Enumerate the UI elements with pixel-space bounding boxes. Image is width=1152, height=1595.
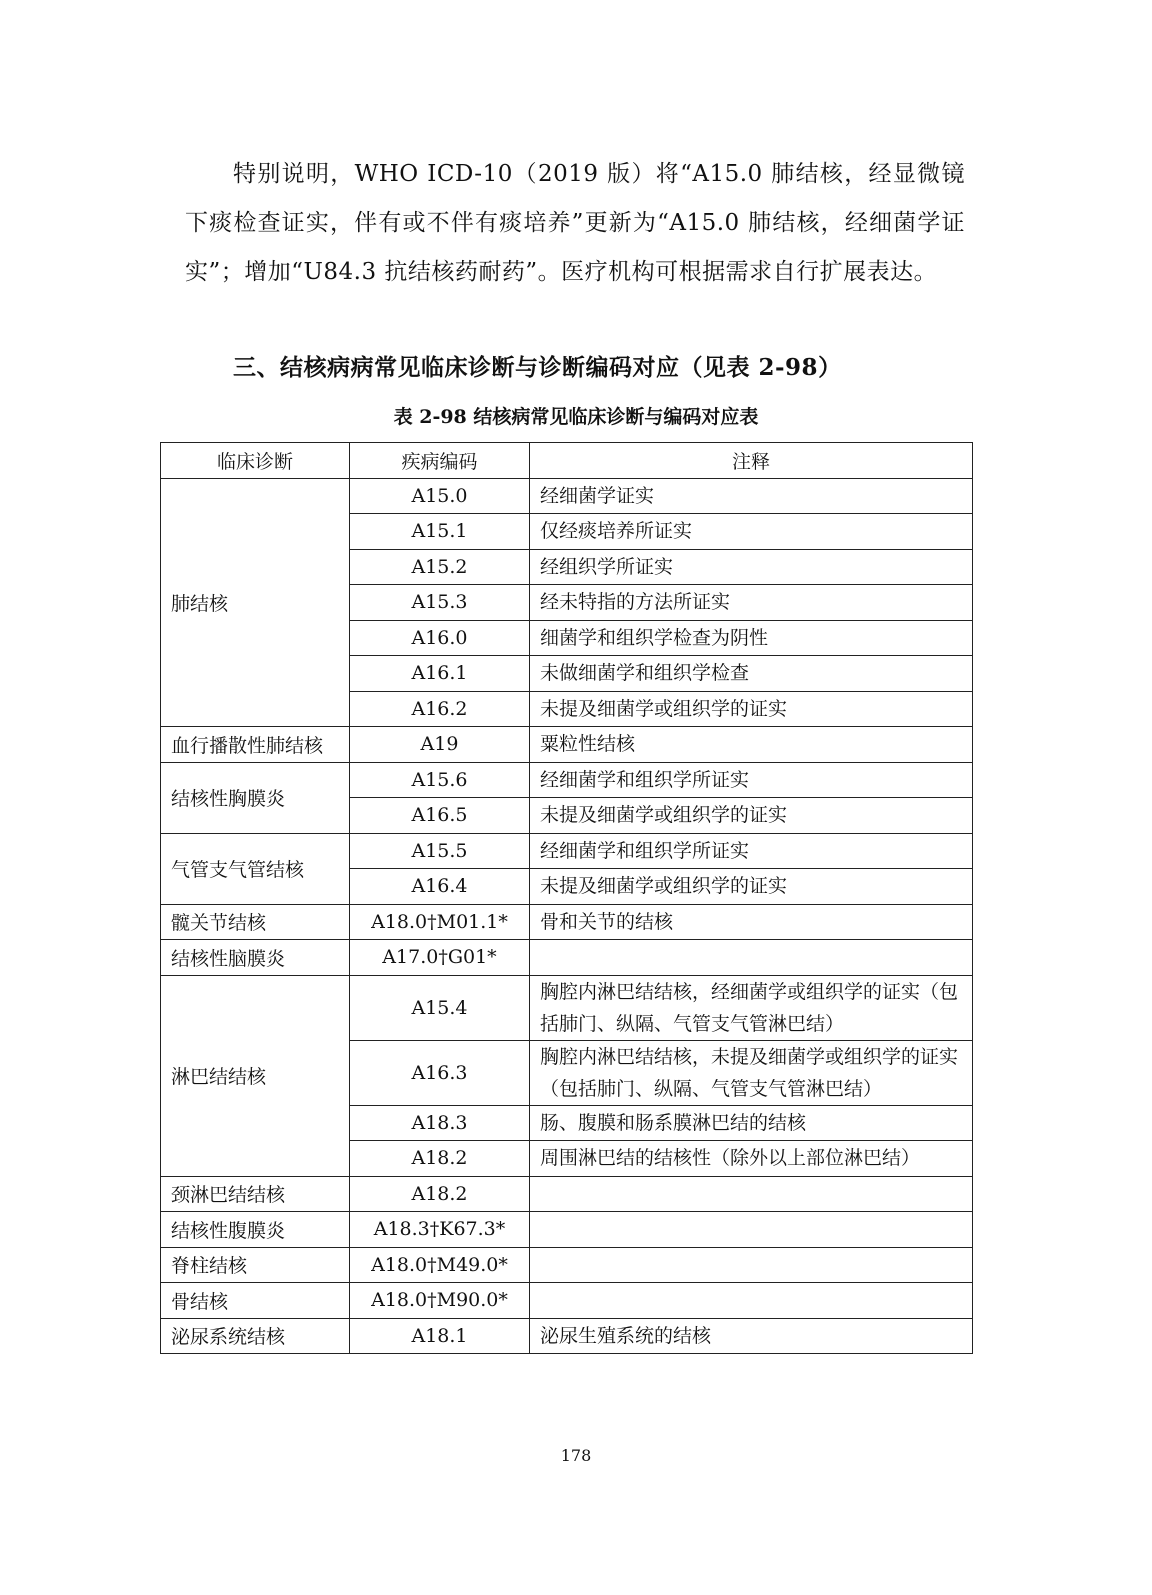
code-cell: A16.5 (350, 798, 530, 834)
code-cell: A18.3†K67.3* (350, 1212, 530, 1248)
code-cell: A16.0 (350, 620, 530, 656)
diagnosis-code-table (160, 442, 973, 1354)
body-paragraph: 特别说明，WHO ICD-10（2019 版）将“A15.0 肺结核，经显微镜下痰检查证实，伴有或不伴有痰培养”更新为“A15.0 肺结核，经细菌学证实”；增加“U84.3 抗结核药耐药”。医疗机构可根据需求自行扩展表达。 (185, 161, 965, 285)
code-cell: A18.2 (350, 1176, 530, 1212)
table-caption: 表 2-98 结核病常见临床诊断与编码对应表 (393, 406, 759, 428)
note-cell: 未提及细菌学或组织学的证实 (530, 798, 973, 834)
code-cell: A18.0†M49.0* (350, 1247, 530, 1283)
note-cell (530, 1247, 973, 1283)
code-cell: A19 (350, 727, 530, 763)
header-code: 疾病编码 (350, 443, 530, 479)
diagnosis-cell: 骨结核 (161, 1283, 350, 1319)
table-header-row (161, 443, 973, 479)
code-cell: A17.0†G01* (350, 940, 530, 976)
note-cell (530, 1283, 973, 1319)
diagnosis-cell: 髋关节结核 (161, 904, 350, 940)
table-row (161, 1212, 973, 1248)
note-cell: 经细菌学证实 (530, 478, 973, 514)
note-cell: 未提及细菌学或组织学的证实 (530, 869, 973, 905)
table-body (161, 478, 973, 1354)
note-cell: 经细菌学和组织学所证实 (530, 762, 973, 798)
note-cell (530, 1176, 973, 1212)
diagnosis-cell: 结核性脑膜炎 (161, 940, 350, 976)
code-cell: A18.1 (350, 1318, 530, 1354)
note-cell: 泌尿生殖系统的结核 (530, 1318, 973, 1354)
table-row (161, 1176, 973, 1212)
table-row (161, 975, 973, 1040)
diagnosis-cell: 血行播散性肺结核 (161, 727, 350, 763)
code-cell: A15.6 (350, 762, 530, 798)
note-cell (530, 1212, 973, 1248)
code-cell: A15.2 (350, 549, 530, 585)
code-cell: A16.2 (350, 691, 530, 727)
note-cell: 未提及细菌学或组织学的证实 (530, 691, 973, 727)
code-cell: A15.5 (350, 833, 530, 869)
table-row (161, 833, 973, 869)
page-number: 178 (560, 1446, 592, 1465)
note-cell: 经组织学所证实 (530, 549, 973, 585)
table-row (161, 1318, 973, 1354)
diagnosis-cell: 结核性胸膜炎 (161, 762, 350, 833)
diagnosis-cell: 脊柱结核 (161, 1247, 350, 1283)
note-cell (530, 940, 973, 976)
code-cell: A18.3 (350, 1105, 530, 1141)
code-cell: A16.1 (350, 656, 530, 692)
note-cell: 骨和关节的结核 (530, 904, 973, 940)
table-row (161, 1283, 973, 1319)
code-cell: A18.0†M01.1* (350, 904, 530, 940)
note-cell: 经细菌学和组织学所证实 (530, 833, 973, 869)
table-row (161, 478, 973, 514)
diagnosis-cell: 结核性腹膜炎 (161, 1212, 350, 1248)
diagnosis-cell: 颈淋巴结结核 (161, 1176, 350, 1212)
note-cell: 细菌学和组织学检查为阴性 (530, 620, 973, 656)
code-cell: A15.0 (350, 478, 530, 514)
diagnosis-cell: 肺结核 (161, 478, 350, 727)
note-cell: 周围淋巴结的结核性（除外以上部位淋巴结） (530, 1141, 973, 1177)
note-cell: 肠、腹膜和肠系膜淋巴结的结核 (530, 1105, 973, 1141)
table-row (161, 940, 973, 976)
code-cell: A18.2 (350, 1141, 530, 1177)
diagnosis-cell: 气管支气管结核 (161, 833, 350, 904)
diagnosis-cell: 泌尿系统结核 (161, 1318, 350, 1354)
code-cell: A16.3 (350, 1040, 530, 1105)
table-row (161, 1247, 973, 1283)
code-cell: A16.4 (350, 869, 530, 905)
section-heading: 三、结核病病常见临床诊断与诊断编码对应（见表 2-98） (233, 354, 842, 381)
note-cell: 粟粒性结核 (530, 727, 973, 763)
note-cell: 胸腔内淋巴结结核，未提及细菌学或组织学的证实（包括肺门、纵隔、气管支气管淋巴结） (530, 1040, 973, 1105)
table-row (161, 762, 973, 798)
code-cell: A15.1 (350, 514, 530, 550)
header-note: 注释 (530, 443, 973, 479)
code-cell: A15.4 (350, 975, 530, 1040)
note-cell: 经未特指的方法所证实 (530, 585, 973, 621)
code-cell: A18.0†M90.0* (350, 1283, 530, 1319)
note-cell: 未做细菌学和组织学检查 (530, 656, 973, 692)
code-cell: A15.3 (350, 585, 530, 621)
table-row (161, 904, 973, 940)
note-cell: 仅经痰培养所证实 (530, 514, 973, 550)
note-cell: 胸腔内淋巴结结核，经细菌学或组织学的证实（包括肺门、纵隔、气管支气管淋巴结） (530, 975, 973, 1040)
header-diagnosis: 临床诊断 (161, 443, 350, 479)
table-row (161, 727, 973, 763)
diagnosis-cell: 淋巴结结核 (161, 975, 350, 1176)
